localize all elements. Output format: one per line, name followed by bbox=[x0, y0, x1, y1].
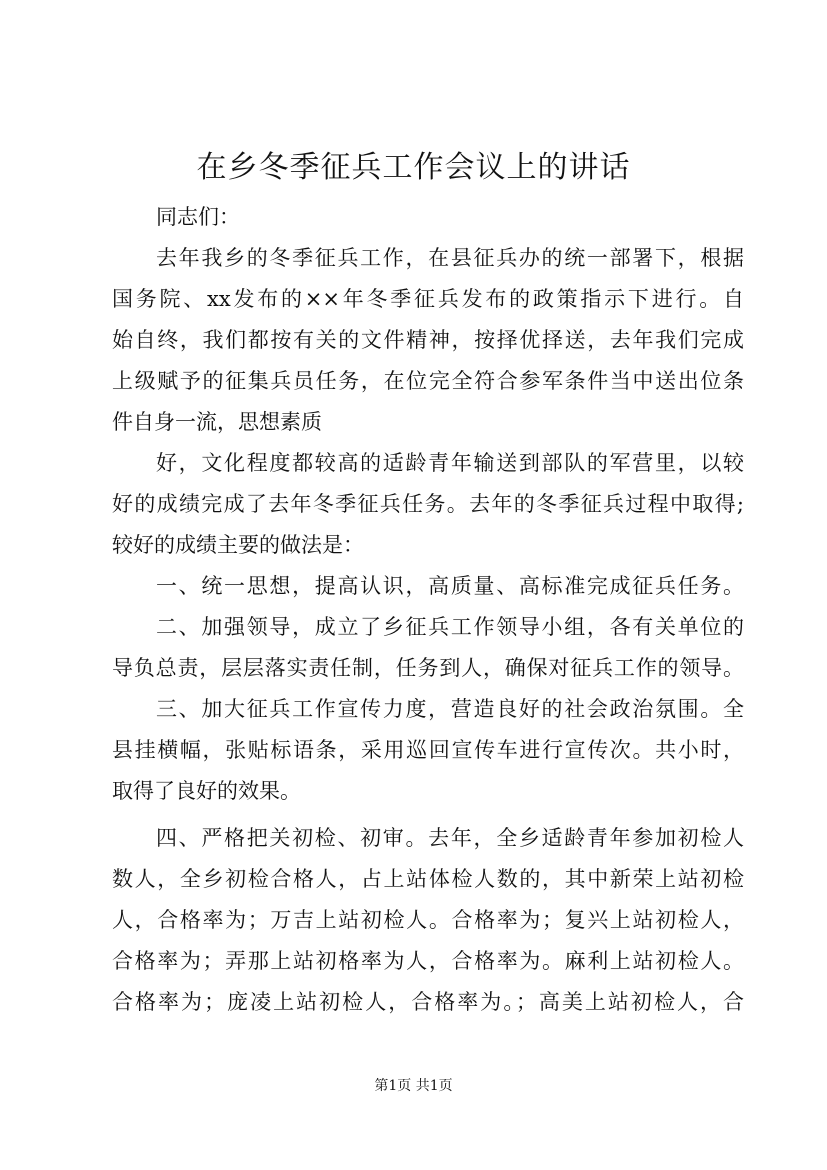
body-line: 始自终，我们都按有关的文件精神，按择优择送，去年我们完成 bbox=[112, 328, 744, 352]
body-line: 合格率为；庞凌上站初检人，合格率为。；高美上站初检人，合 bbox=[112, 990, 744, 1014]
page-footer: 第1页 共1页 bbox=[374, 1078, 453, 1094]
body-line: 较好的成绩主要的做法是： bbox=[112, 533, 364, 557]
document-title: 在乡冬季征兵工作会议上的讲话 bbox=[196, 150, 631, 185]
body-line: 件自身一流，思想素质 bbox=[112, 410, 322, 434]
body-line: 三、加大征兵工作宣传力度，营造良好的社会政治氛围。全 bbox=[156, 697, 744, 721]
body-line: 好的成绩完成了去年冬季征兵任务。去年的冬季征兵过程中取得; bbox=[112, 492, 744, 516]
body-line: 导负总责，层层落实责任制，任务到人，确保对征兵工作的领导。 bbox=[112, 656, 744, 680]
body-line: 四、严格把关初检、初审。去年，全乡适龄青年参加初检人 bbox=[156, 826, 744, 850]
document-body bbox=[112, 197, 744, 1023]
body-line: 上级赋予的征集兵员任务，在位完全符合参军条件当中送出位条 bbox=[112, 369, 744, 393]
body-line: 好，文化程度都较高的适龄青年输送到部队的军营里，以较 bbox=[156, 451, 744, 475]
body-line: 同志们： bbox=[156, 205, 240, 229]
body-line: 合格率为；弄那上站初格率为人，合格率为。麻利上站初检人。 bbox=[112, 949, 744, 973]
body-line: 二、加强领导，成立了乡征兵工作领导小组，各有关单位的 bbox=[156, 615, 744, 639]
body-line: 数人，全乡初检合格人，占上站体检人数的，其中新荣上站初检 bbox=[112, 867, 744, 891]
body-line: 国务院、xx发布的××年冬季征兵发布的政策指示下进行。自 bbox=[112, 287, 744, 311]
body-line: 人，合格率为；万吉上站初检人。合格率为；复兴上站初检人， bbox=[112, 908, 744, 932]
body-line: 取得了良好的效果。 bbox=[112, 779, 301, 803]
body-line: 县挂横幅，张贴标语条，采用巡回宣传车进行宣传次。共小时， bbox=[112, 738, 744, 762]
body-line: 一、统一思想，提高认识，高质量、高标准完成征兵任务。 bbox=[156, 574, 744, 598]
body-line: 去年我乡的冬季征兵工作，在县征兵办的统一部署下，根据 bbox=[156, 246, 744, 270]
